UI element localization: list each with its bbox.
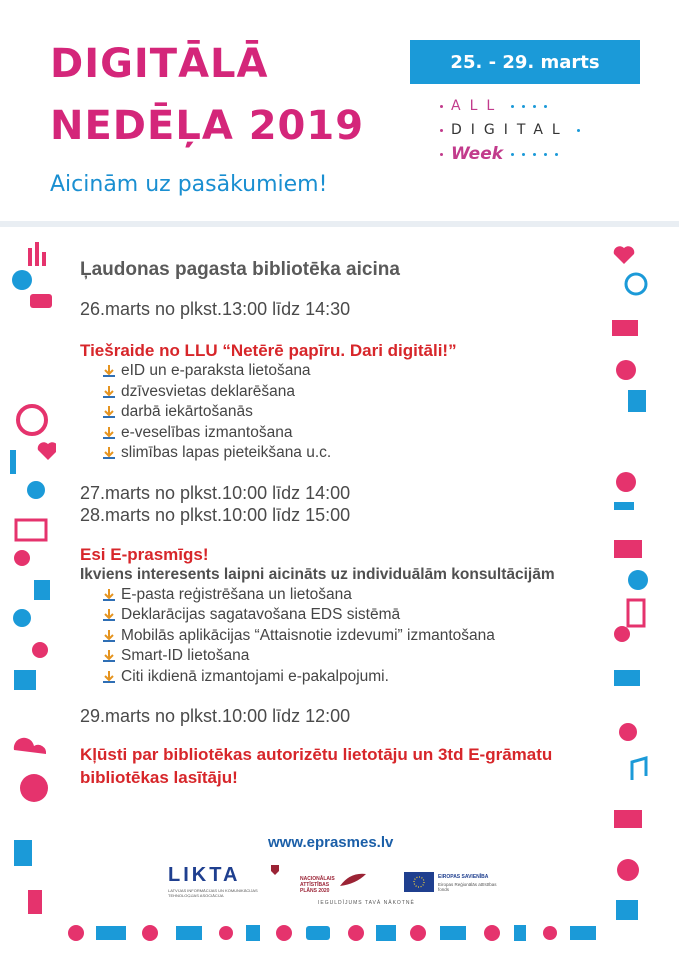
logo-week: Week [451, 144, 504, 164]
cloud-icon [68, 925, 84, 941]
list-item: Citi ikdienā izmantojami e-pakalpojumi. [102, 667, 600, 688]
calendar-icon [616, 900, 638, 920]
document-icon [34, 580, 50, 600]
keyboard-icon [96, 926, 126, 940]
cloud-icon [27, 481, 45, 499]
section2-list [80, 585, 600, 688]
heart-icon [543, 926, 557, 940]
header-divider [0, 221, 679, 227]
likta-logo: LIKTA [168, 864, 241, 886]
decorative-icon-frame-right [608, 240, 656, 940]
globe-icon [617, 859, 639, 881]
list-item: slimības lapas pieteikšana u.c. [102, 443, 600, 464]
eu-text: EIROPAS SAVIENĪBA [438, 874, 489, 880]
arrow-bullet-icon [102, 364, 116, 378]
clock-icon [626, 274, 646, 294]
all-digital-week-logo [440, 94, 640, 166]
date-range-badge [410, 40, 640, 84]
list-item: darbā iekārtošanās [102, 402, 600, 423]
arrow-icon [614, 502, 634, 510]
envelope-icon [440, 926, 466, 940]
heart-icon [614, 246, 635, 264]
laptop-icon [176, 926, 202, 940]
music-icon [632, 758, 646, 780]
arrow-bullet-icon [102, 608, 116, 622]
credit-card-icon [614, 810, 642, 828]
arrow-bullet-icon [102, 446, 116, 460]
globe-icon [14, 550, 30, 566]
laptop-icon [570, 926, 596, 940]
list-item: E-pasta reģistrēšana un lietošana [102, 585, 600, 606]
logo-all: ALL [451, 98, 504, 114]
list-item: Deklarācijas sagatavošana EDS sistēmā [102, 605, 600, 626]
pie-icon [614, 626, 630, 642]
eu-subtext: Eiropas Reģionālās attīstības fonds [438, 882, 497, 892]
cloud-icon [484, 925, 500, 941]
npa-text: NACIONĀLAIS ATTĪSTĪBAS PLĀNS 2020 [300, 876, 335, 894]
chart-icon [28, 242, 46, 266]
settings-icon [616, 360, 636, 380]
decorative-icon-frame-bottom [56, 922, 608, 944]
likta-subtitle: LATVIJAS INFORMĀCIJAS UN KOMUNIKĀCIJAS TEHNOLOĢIJAS ASOCIĀCIJA [168, 888, 258, 898]
phone-icon [628, 600, 644, 626]
at-sign-icon [18, 406, 46, 434]
arrow-bullet-icon [102, 670, 116, 684]
eu-flag-icon [404, 872, 434, 892]
cloud-upload-icon [14, 738, 46, 754]
decorative-icon-frame-left [8, 240, 56, 940]
list-item: Mobilās aplikācijas “Attaisnotie izdevumi” izmantošana [102, 626, 600, 647]
user-card-icon [614, 540, 642, 558]
laptop-icon [614, 670, 640, 686]
arrow-bullet-icon [102, 588, 116, 602]
arrow-bullet-icon [102, 649, 116, 663]
date-line-26: 26.marts no plkst.13:00 līdz 14:30 [80, 299, 351, 319]
speech-bubble-icon [12, 270, 32, 290]
date-line-27: 27.marts no plkst.10:00 līdz 14:00 [80, 482, 351, 503]
page-title-line1: DIGITĀLĀ [50, 41, 269, 87]
chat-icon [30, 294, 52, 308]
person-icon [32, 642, 48, 658]
envelope-icon [16, 520, 46, 540]
document-icon [246, 925, 260, 941]
document-icon [628, 390, 646, 412]
list-item: Smart-ID lietošana [102, 646, 600, 667]
chat-icon [306, 926, 330, 940]
closing-text: Kļūsti par bibliotēkas autorizētu lietotāju un 3td E-grāmatu bibliotēkas lasītāju! [80, 745, 553, 787]
sponsor-logos [168, 862, 518, 916]
tablet-icon [376, 925, 396, 941]
logo-digital: DIGITAL [451, 122, 569, 138]
bar-icon [10, 450, 16, 474]
arrow-bullet-icon [102, 385, 116, 399]
list-item: e-veselības izmantošana [102, 423, 600, 444]
coat-of-arms-icon [270, 864, 280, 876]
slogan-text: IEGULDĪJUMS TAVĀ NĀKOTNĒ [318, 900, 415, 906]
website-link[interactable]: www.eprasmes.lv [268, 834, 394, 851]
list-item: dzīvesvietas deklarēšana [102, 382, 600, 403]
chart-icon [410, 925, 426, 941]
page-title-line2: NEDĒĻA 2019 [50, 103, 365, 149]
cancel-icon [616, 472, 636, 492]
globe-icon [628, 570, 648, 590]
date-line-29: 29.marts no plkst.10:00 līdz 12:00 [80, 706, 351, 726]
date-range-text: 25. - 29. marts [450, 51, 600, 73]
cancel-icon [619, 723, 637, 741]
heart-icon [219, 926, 233, 940]
arrow-bullet-icon [102, 629, 116, 643]
date-line-28: 28.marts no plkst.10:00 līdz 15:00 [80, 504, 351, 525]
arrow-bullet-icon [102, 405, 116, 419]
tablet-icon [14, 840, 32, 866]
calendar-icon [14, 670, 36, 690]
section1-title: Tiešraide no LLU “Netērē papīru. Dari digitāli!” [80, 341, 457, 360]
section2-title: Esi E-prasmīgs! [80, 544, 209, 564]
user-icon [348, 925, 364, 941]
section1-list [80, 361, 600, 464]
bulb-icon [13, 609, 31, 627]
phone-icon [514, 925, 526, 941]
laptop-icon [612, 320, 638, 336]
event-content [80, 258, 600, 789]
globe-icon [276, 925, 292, 941]
mouse-icon [20, 774, 48, 802]
phone-icon [28, 890, 42, 914]
heart-icon [38, 442, 56, 460]
subtitle: Aicinām uz pasākumiem! [50, 172, 328, 197]
section2-intro: Ikviens interesents laipni aicināts uz individuālām konsultācijām [80, 565, 555, 583]
arrow-bullet-icon [102, 426, 116, 440]
list-item: eID un e-paraksta lietošana [102, 361, 600, 382]
event-heading: Ļaudonas pagasta bibliotēka aicina [80, 259, 400, 280]
settings-icon [142, 925, 158, 941]
